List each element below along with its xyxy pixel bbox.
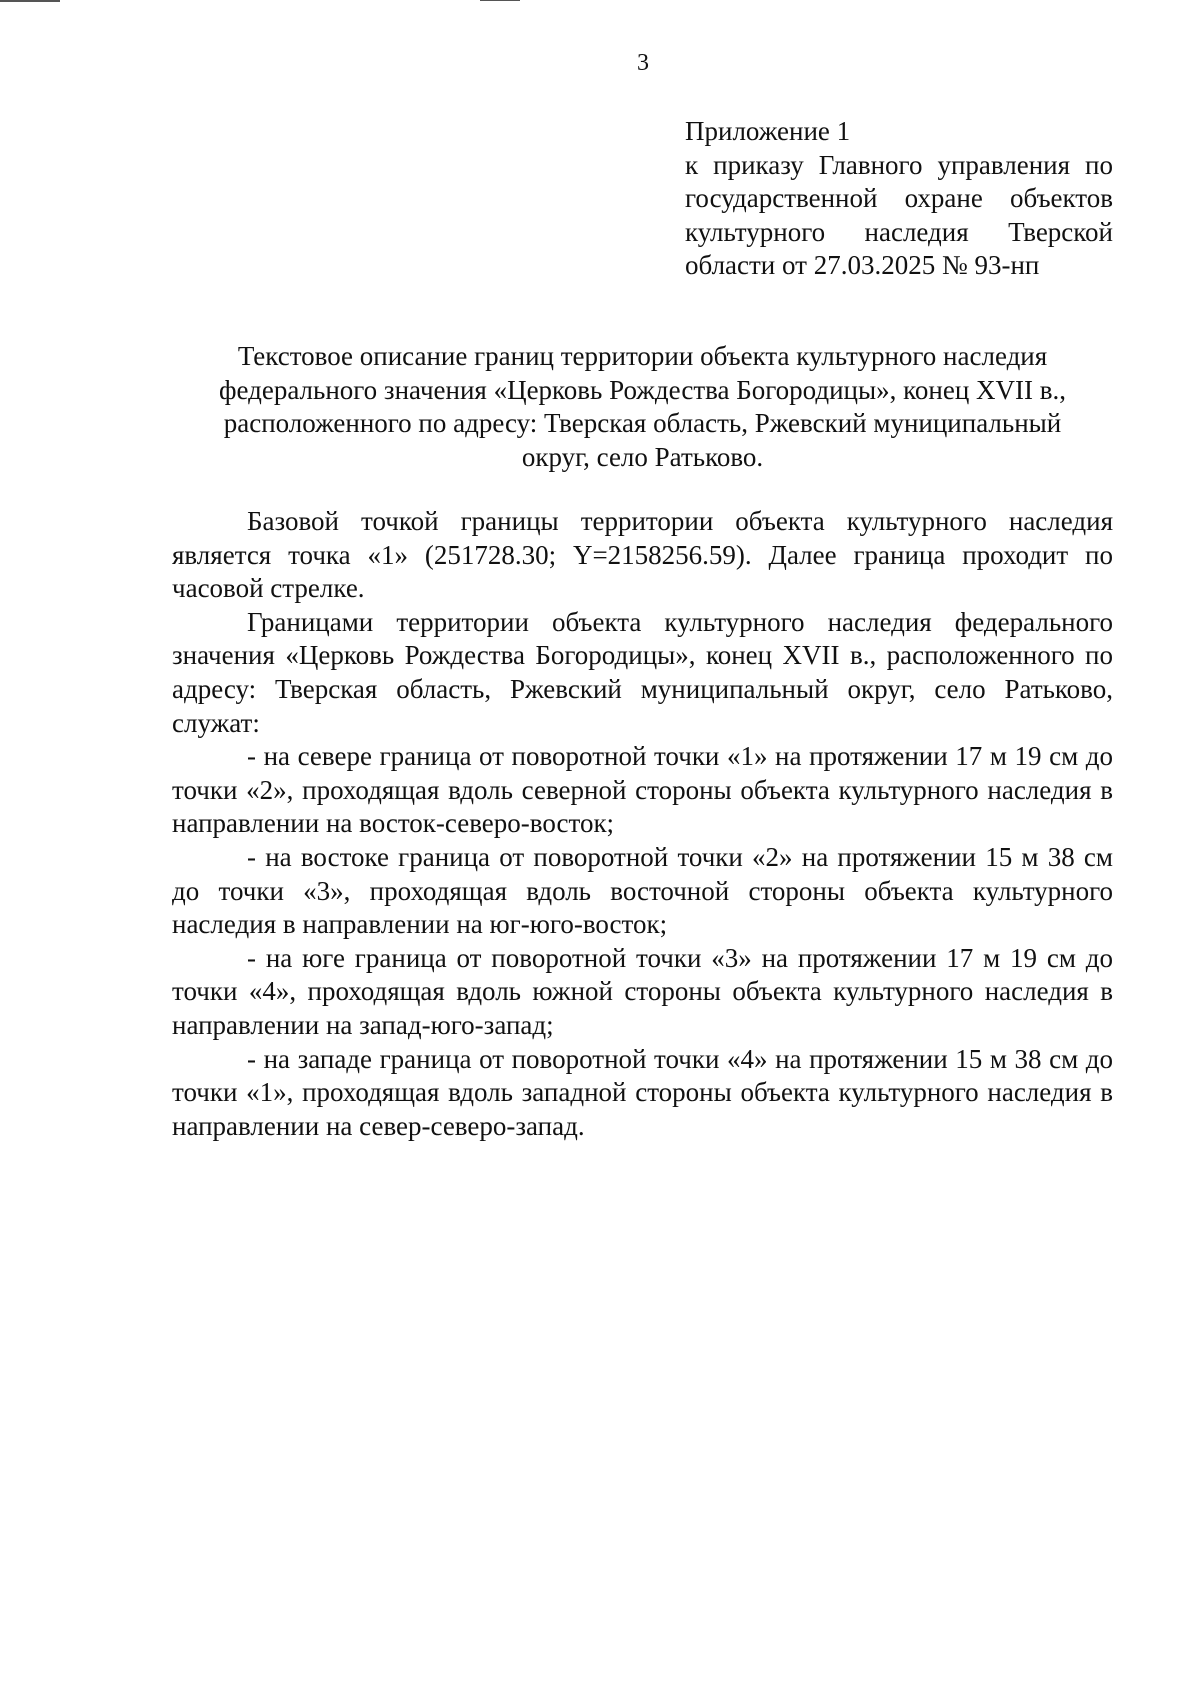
body-paragraph: - на западе граница от поворотной точки «4» на протяжении 15 м 38 см до точки «1», проходящая вдоль западной стороны объекта культурного наследия в направлении на север-северо-запад. xyxy=(172,1043,1113,1141)
document-body xyxy=(172,505,1113,1143)
body-paragraph: Базовой точкой границы территории объекта культурного наследия является точка «1» (251728.30; Y=2158256.59). Далее граница проходит по часовой стрелке. xyxy=(172,506,1113,604)
title-line: округ, село Ратьково. xyxy=(521,441,764,472)
appendix-line: государственной охране объектов xyxy=(685,183,1113,213)
title-line: федерального значения «Церковь Рождества Богородицы», конец XVII в., xyxy=(218,374,1067,405)
body-paragraph: - на юге граница от поворотной точки «3» на протяжении 17 м 19 см до точки «4», проходящая вдоль южной стороны объекта культурного наследия в направлении на запад-юго-запад; xyxy=(172,942,1113,1040)
appendix-line: к приказу Главного управления по xyxy=(685,149,1113,180)
scan-artifact-top-left xyxy=(0,0,60,2)
title-line: Текстовое описание границ территории объекта культурного наследия xyxy=(237,341,1048,371)
appendix-line: Приложение 1 xyxy=(685,116,851,146)
body-paragraph: Границами территории объекта культурного наследия федерального значения «Церковь Рождества Богородицы», конец XVII в., расположенного по адресу: Тверская область, Ржевский муниципальный округ, село Ратьково, служат: xyxy=(172,606,1113,738)
appendix-line: культурного наследия Тверской xyxy=(685,216,1113,247)
scan-artifact-top-edge xyxy=(480,0,520,1)
appendix-header xyxy=(685,115,1113,283)
page-number: 3 xyxy=(637,50,649,76)
body-paragraph: - на севере граница от поворотной точки «1» на протяжении 17 м 19 см до точки «2», проходящая вдоль северной стороны объекта культурного наследия в направлении на восток-северо-восток; xyxy=(172,741,1113,839)
appendix-line: области от 27.03.2025 № 93-нп xyxy=(685,250,1040,280)
title-line: расположенного по адресу: Тверская область, Ржевский муниципальный xyxy=(223,408,1062,438)
document-title xyxy=(150,340,1135,474)
body-paragraph: - на востоке граница от поворотной точки «2» на протяжении 15 м 38 см до точки «3», проходящая вдоль восточной стороны объекта культурного наследия в направлении на юг-юго-восток; xyxy=(172,841,1113,940)
